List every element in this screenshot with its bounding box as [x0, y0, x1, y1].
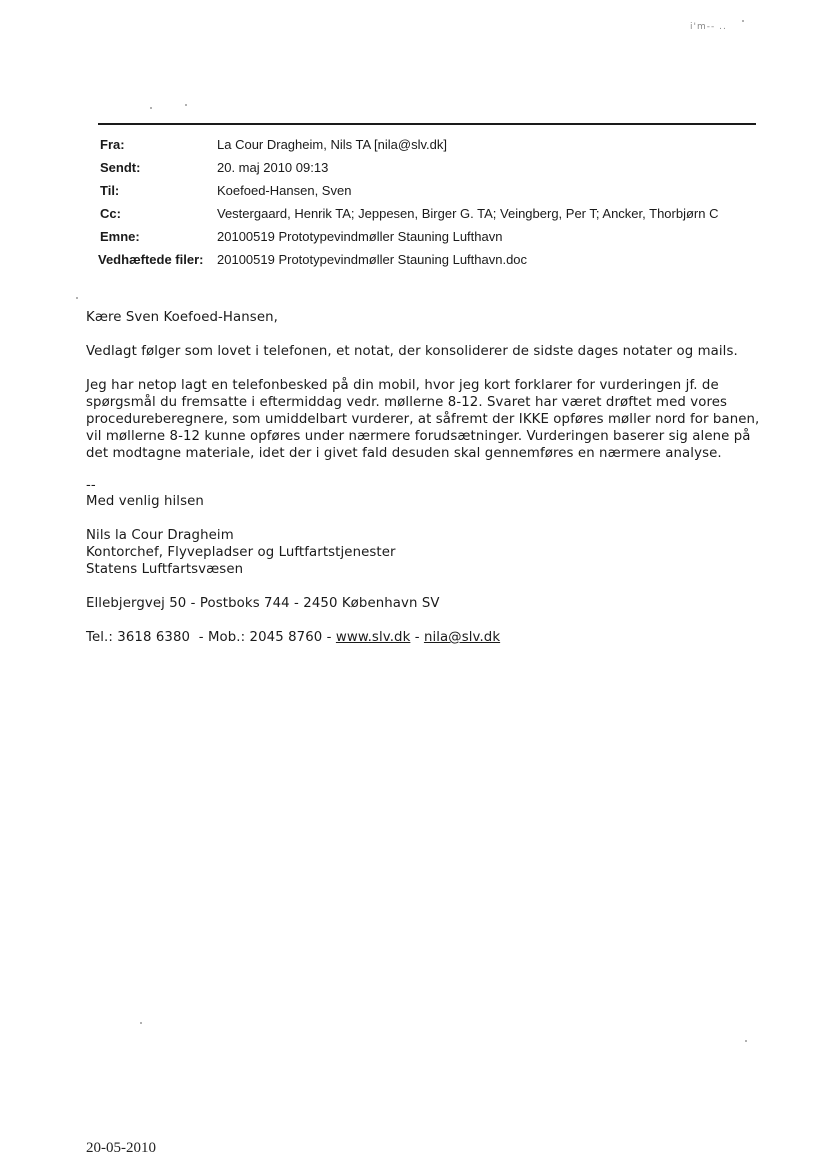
- sent-row: [86, 160, 766, 176]
- signature-title: Kontorchef, Flyvepladser og Luftfartstjenester: [86, 545, 396, 560]
- attachments-row: [86, 252, 766, 268]
- address: Ellebjergvej 50 - Postboks 744 - 2450 København SV: [86, 596, 440, 611]
- scan-corner-mark: i'm-- ..: [690, 22, 727, 32]
- sent-value: 20. maj 2010 09:13: [217, 160, 329, 175]
- email-body: [86, 309, 786, 646]
- scan-speck: [76, 297, 78, 299]
- email-header: [86, 137, 766, 275]
- signature-name: Nils la Cour Dragheim: [86, 528, 234, 543]
- from-row: [86, 137, 766, 153]
- cc-value: Vestergaard, Henrik TA; Jeppesen, Birger G. TA; Veingberg, Per T; Ancker, Thorbjørn C: [217, 206, 719, 221]
- closing: Med venlig hilsen: [86, 494, 204, 509]
- cc-row: [86, 206, 766, 222]
- scan-speck: [185, 104, 187, 106]
- to-value: Koefoed-Hansen, Sven: [217, 183, 352, 198]
- subject-label: Emne:: [100, 229, 140, 244]
- to-row: [86, 183, 766, 199]
- sent-label: Sendt:: [100, 160, 141, 175]
- scan-speck: [745, 1040, 747, 1042]
- header-rule: [98, 123, 756, 125]
- scan-speck: [150, 107, 152, 109]
- contact-separator: -: [410, 630, 424, 645]
- contact-line: [86, 629, 786, 646]
- paragraph-2: Jeg har netop lagt en telefonbesked på din mobil, hvor jeg kort forklarer for vurderingen jf. de spørgsmål du fremsatte i eftermiddag vedr. møllerne 8-12. Svaret har været drøftet med vores procedureberegnere, som umiddelbart vurderer, at såfremt der IKKE opføres møller nord for banen, vil møllerne 8-12 kunne opføres under nærmere forudsætninger. Vurderingen baserer sig alene på det modtagne materiale, idet der i givet fald desuden skal gennemføres en nærmere analyse.: [86, 378, 760, 461]
- contact-phones: Tel.: 3618 6380 - Mob.: 2045 8760 -: [86, 630, 336, 645]
- subject-value: 20100519 Prototypevindmøller Stauning Lufthavn: [217, 229, 503, 244]
- from-value: La Cour Dragheim, Nils TA [nila@slv.dk]: [217, 137, 447, 152]
- from-label: Fra:: [100, 137, 125, 152]
- signature-org: Statens Luftfartsvæsen: [86, 562, 244, 577]
- to-label: Til:: [100, 183, 120, 198]
- greeting: Kære Sven Koefoed-Hansen,: [86, 310, 278, 325]
- signature-dashes: --: [86, 478, 96, 493]
- attachments-label: Vedhæftede filer:: [98, 252, 204, 267]
- signature-block: [86, 527, 786, 578]
- footer-date: 20-05-2010: [86, 1140, 156, 1156]
- attachments-value: 20100519 Prototypevindmøller Stauning Lufthavn.doc: [217, 252, 528, 267]
- website-link[interactable]: www.slv.dk: [335, 630, 411, 645]
- scan-speck: [742, 20, 744, 22]
- scan-speck: [140, 1022, 142, 1024]
- subject-row: [86, 229, 766, 245]
- cc-label: Cc:: [100, 206, 121, 221]
- email-link[interactable]: nila@slv.dk: [423, 630, 501, 645]
- paragraph-1: Vedlagt følger som lovet i telefonen, et notat, der konsoliderer de sidste dages notater og mails.: [86, 344, 738, 359]
